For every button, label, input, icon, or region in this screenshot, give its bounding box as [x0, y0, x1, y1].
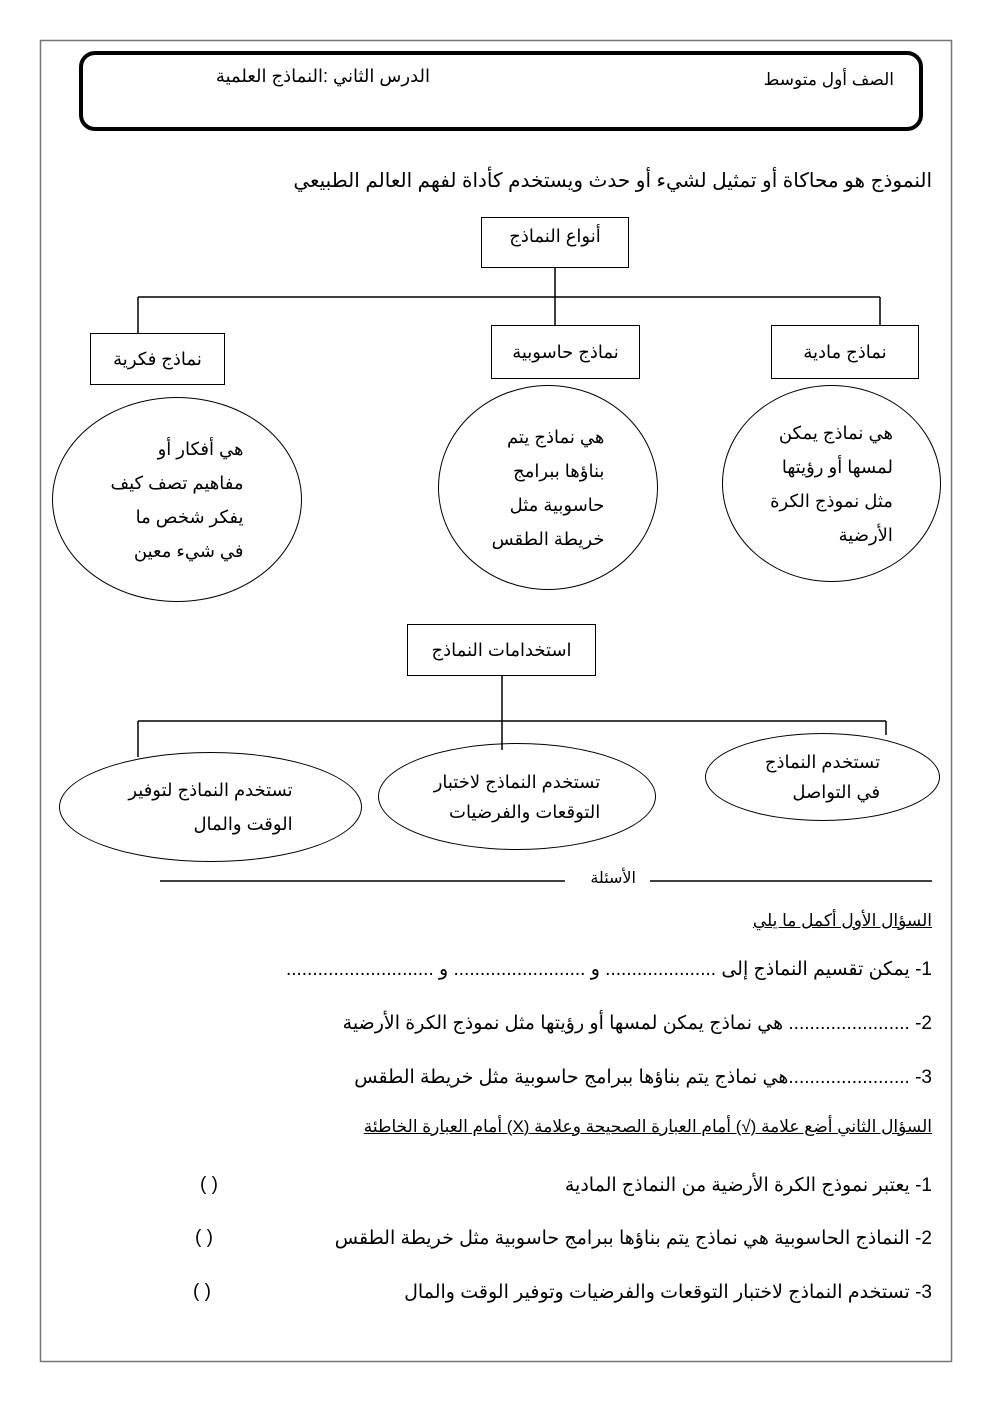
- definition-text: النموذج هو محاكاة أو تمثيل لشيء أو حدث ويستخدم كأداة لفهم العالم الطبيعي: [293, 170, 932, 192]
- questions-separator-label: الأسئلة: [590, 870, 636, 887]
- lesson-title: الدرس الثاني :النماذج العلمية: [215, 66, 430, 86]
- use-saving-text: تستخدم النماذج لتوفير الوقت والمال: [128, 780, 293, 834]
- type-conceptual-desc: [52, 397, 302, 602]
- use-testing: [378, 743, 656, 850]
- type-computer-box: نماذج حاسوبية: [491, 325, 640, 379]
- use-communication-text: تستخدم النماذج في التواصل: [764, 752, 881, 802]
- q1-item-3: 3- .......................هي نماذج يتم بناؤها ببرامج حاسوبية مثل خريطة الطقس: [354, 1067, 932, 1088]
- type-physical-box: نماذج مادية: [771, 325, 919, 379]
- q2-item-1: 1- يعتبر نموذج الكرة الأرضية من النماذج المادية: [564, 1175, 932, 1196]
- q2-answer-3[interactable]: ( ): [193, 1281, 211, 1302]
- grade-label: الصف أول متوسط: [763, 70, 894, 89]
- physical-desc-text: هي نماذج يمكن لمسها أو رؤيتها مثل نموذج الكرة الأرضية: [770, 422, 893, 545]
- q2-item-2: 2- النماذج الحاسوبية هي نماذج يتم بناؤها ببرامج حاسوبية مثل خريطة الطقس: [334, 1228, 932, 1249]
- use-communication: [705, 733, 940, 821]
- type-computer-desc: [438, 385, 658, 590]
- q2-item-3: 3- تستخدم النماذج لاختبار التوقعات والفرضيات وتوفير الوقت والمال: [404, 1282, 932, 1303]
- types-title-box: أنواع النماذج: [481, 217, 629, 268]
- computer-desc-text: هي نماذج يتم بناؤها ببرامج حاسوبية مثل خريطة الطقس: [491, 426, 605, 549]
- q1-item-1: 1- يمكن تقسيم النماذج إلى ..................... و ......................... و ............................: [285, 959, 932, 980]
- conceptual-desc-text: هي أفكار أو مفاهيم تصف كيف يفكر شخص ما في شيء معين: [110, 438, 244, 561]
- uses-title-box: استخدامات النماذج: [407, 624, 596, 676]
- q2-answer-1[interactable]: ( ): [200, 1174, 218, 1195]
- use-testing-text: تستخدم النماذج لاختبار التوقعات والفرضيات: [433, 771, 601, 822]
- q1-item-2: 2- ....................... هي نماذج يمكن لمسها أو رؤيتها مثل نموذج الكرة الأرضية: [342, 1013, 932, 1034]
- use-saving: [59, 752, 362, 862]
- q2-answer-2[interactable]: ( ): [195, 1227, 213, 1248]
- q1-title: السؤال الأول أكمل ما يلي: [752, 911, 932, 930]
- type-conceptual-box: نماذج فكرية: [90, 333, 225, 385]
- q2-title: السؤال الثاني أضع علامة (√) أمام العبارة الصحيحة وعلامة (X) أمام العبارة الخاطئة: [363, 1117, 932, 1136]
- type-physical-desc: [722, 385, 941, 582]
